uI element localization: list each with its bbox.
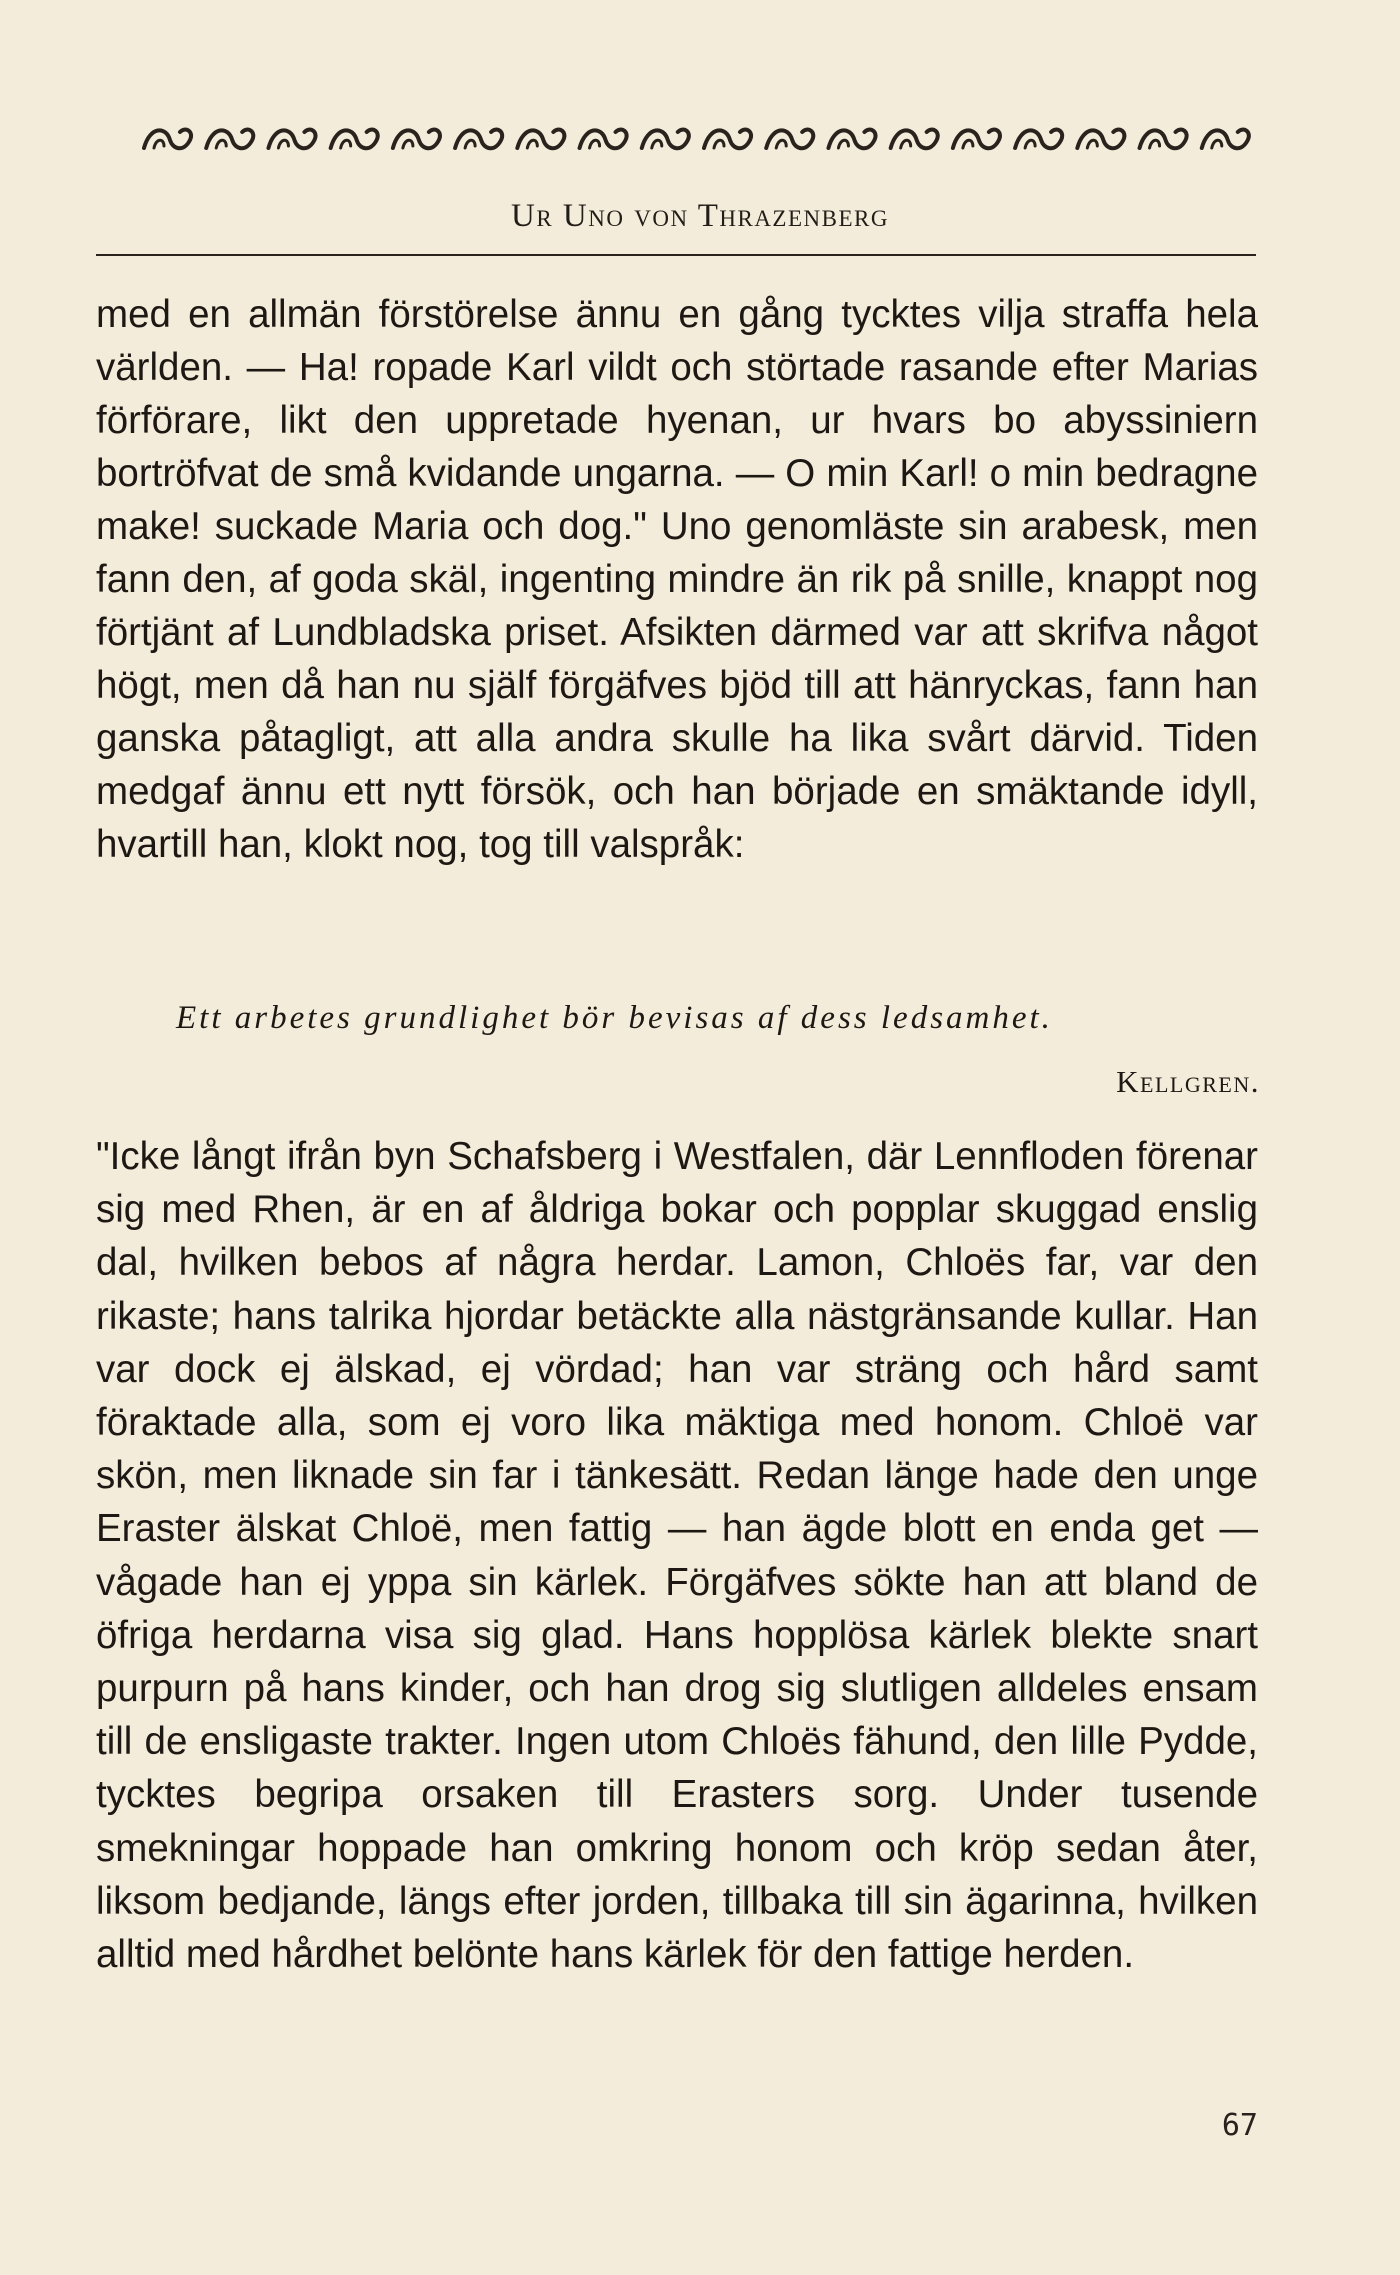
- vine-curl: [278, 140, 288, 148]
- paragraph-text: "Icke långt ifrån byn Schafsberg i Westfalen, där Lennfloden förenar sig med Rhen, är en af åldriga bokar och popplar skuggad enslig dal, hvilken bebos af några herdar. Lamon, Chloës far, var den rikaste; hans talrika hjordar betäckte alla nästgränsande kullar. Han var dock ej älskad, ej vördad; han var sträng och hård samt föraktade alla, som ej voro lika mäktiga med honom. Chloë var skön, men liknade sin far i tänkesätt. Redan länge hade den unge Eraster älskat Chloë, men fattig — han ägde blott en enda get — vågade han ej yppa sin kärlek. Förgäfves sökte han att bland de öfriga herdarna visa sig glad. Hans hopplösa kärlek blekte snart purpurn på hans kinder, och han drog sig slutligen alldeles ensam till de ensligaste trakter. Ingen utom Chloës fähund, den lille Pydde, tycktes begripa orsaken till Erasters sorg. Under tusende smekningar hoppade han omkring honom och kröp sedan åter, liksom bedjande, längs efter jorden, tillbaka till sin ägarinna, hvilken alltid med hårdhet belönte hans kärlek för den fattige herden.: [96, 1135, 1258, 1977]
- vine-curl: [1212, 140, 1222, 148]
- vine-scroll: [642, 130, 689, 149]
- vine-ornament-icon: [140, 118, 1260, 164]
- vine-curl: [341, 140, 351, 148]
- vine-scroll: [828, 130, 875, 149]
- vine-scroll: [580, 130, 627, 149]
- vine-curl: [652, 140, 662, 148]
- body-paragraph-1: [96, 288, 1258, 871]
- vine-scroll: [891, 130, 938, 149]
- vine-curl: [1087, 140, 1097, 148]
- vine-scroll: [1202, 130, 1249, 149]
- vine-curl: [963, 140, 973, 148]
- vine-curl: [714, 140, 724, 148]
- body-paragraph-2: [96, 1130, 1258, 1981]
- vine-curl: [901, 140, 911, 148]
- vine-curl: [154, 140, 164, 148]
- vine-scroll: [1140, 130, 1187, 149]
- page-number: 67: [1221, 2108, 1258, 2143]
- vine-scroll: [766, 130, 813, 149]
- vine-curl: [590, 140, 600, 148]
- vine-scroll: [268, 130, 315, 149]
- vine-scroll: [1015, 130, 1062, 149]
- vine-scroll: [704, 130, 751, 149]
- vine-curl: [1150, 140, 1160, 148]
- running-title: Ur Uno von Thrazenberg: [511, 198, 889, 234]
- motto-quote: Ett arbetes grundlighet bör bevisas af dess ledsamhet.: [176, 1000, 1053, 1036]
- vine-scroll: [517, 130, 564, 149]
- motto-author: Kellgren.: [1116, 1064, 1260, 1099]
- vine-curl: [465, 140, 475, 148]
- vine-curl: [216, 140, 226, 148]
- header-rule: [96, 254, 1256, 256]
- vine-curl: [403, 140, 413, 148]
- vine-scroll: [953, 130, 1000, 149]
- vine-curl: [527, 140, 537, 148]
- vine-scroll: [144, 130, 191, 149]
- vine-curl: [776, 140, 786, 148]
- vine-scroll: [455, 130, 502, 149]
- vine-scroll: [206, 130, 253, 149]
- vine-curl: [838, 140, 848, 148]
- vine-curl: [1025, 140, 1035, 148]
- vine-scroll: [331, 130, 378, 149]
- paragraph-text: med en allmän förstörelse ännu en gång tycktes vilja straffa hela världen. — Ha! ropade Karl vildt och störtade rasande efter Marias förförare, likt den uppretade hyenan, ur hvars bo abyssiniern bortröfvat de små kvidande ungarna. — O min Karl! o min bedragne make! suckade Maria och dog." Uno genomläste sin arabesk, men fann den, af goda skäl, ingenting mindre än rik på snille, knappt nog förtjänt af Lundbladska priset. Afsikten därmed var att skrifva något högt, men då han nu själf förgäfves bjöd till att hänryckas, fann han ganska påtagligt, att alla andra skulle ha lika svårt därvid. Tiden medgaf ännu ett nytt försök, och han började en smäktande idyll, hvartill han, klokt nog, tog till valspråk:: [96, 293, 1258, 866]
- vine-scroll: [393, 130, 440, 149]
- vine-scroll: [1077, 130, 1124, 149]
